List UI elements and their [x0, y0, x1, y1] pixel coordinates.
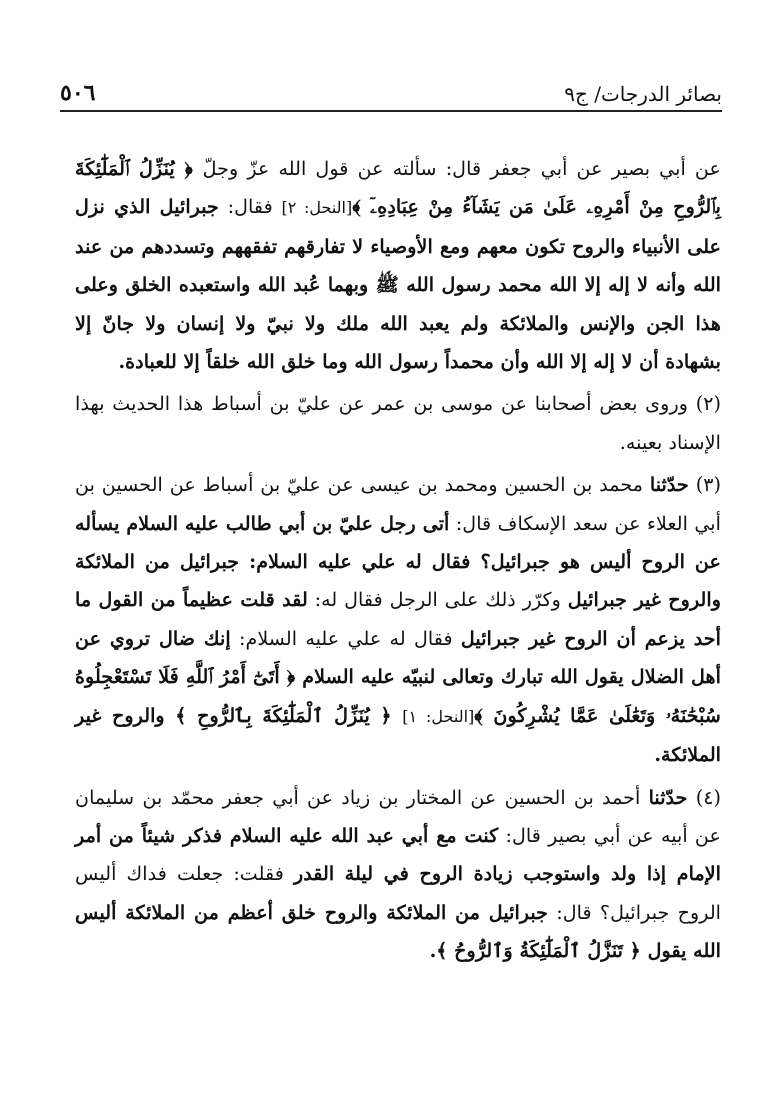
p1-bold-e: جبرائيل الذي نزل على الأنبياء والروح تكون معهم ومع الأوصياء لا تفارقهم تفقههم وتسددهم من عند الله وأنه لا إله إلا الله محمد رسول الله ﷺ وبهما عُبد الله واستعبده الخلق وعلى هذا الجن والإنس والملائكة ولم يعبد الله ملك ولا نبيّ ولا إنسان ولا جانّ إلا بشهادة أن لا إله إلا الله وأن محمداً رسول الله وما خلق الله خلقاً إلا للعبادة. — [75, 195, 721, 374]
p1-text-d: فقال: — [218, 195, 282, 219]
p4-quran-f: ﴿ تَنَزَّلُ ٱلْمَلَٰٓئِكَةُ وَٱلرُّوحُ ﴾. — [429, 939, 648, 963]
p1-text-a2: قال: سألته عن قول الله عزّ وجلّ — [202, 157, 491, 180]
p3-text-d: وكرّر ذلك على الرجل فقال له: — [307, 588, 568, 612]
p1-quran-ref: [النحل: ٢] — [281, 198, 353, 218]
p3-bold-a: حدّثنا — [649, 473, 689, 497]
p4-text-d: فقلت: جعلت فداك أليس الروح جبرائيل؟ قال: — [75, 862, 721, 924]
p1-quran: ﴿ يُنَزِّلُ ٱلْمَلَٰٓئِكَةَ بِٱلرُّوحِ مِنْ أَمْرِهِۦ عَلَىٰ مَن يَشَآءُ مِنْ عِبَادِهِۦٓ ﴾ — [75, 157, 721, 219]
p4-bold-a: حدّثنا — [648, 785, 688, 809]
p3-text-b: محمد بن الحسين ومحمد بن عيسى عن عليّ بن أسباط عن الحسين بن أبي العلاء عن سعد الإسكاف قال: — [75, 473, 721, 535]
p4-bold-c: كنت مع أبي عبد الله عليه السلام فذكر شيئاً من أمر الإمام إذا ولد واستوجب زيادة الروح في ليلة القدر — [75, 823, 721, 886]
p3-text-a: (٣) — [688, 473, 721, 497]
p4-text-b: أحمد بن الحسين عن المختار بن زياد عن أبي جعفر محمّد بن سليمان عن أبيه عن أبي بصير قال: — [75, 785, 721, 847]
p2-text: (٢) وروى بعض أصحابنا عن موسى بن عمر عن عليّ بن أسباط هذا الحديث بهذا الإسناد بعينه. — [75, 392, 721, 454]
p4-text-a: (٤) — [687, 785, 721, 809]
hadith-paragraph-3 — [75, 466, 721, 774]
p3-text-f: فقال له علي عليه السلام: — [230, 626, 461, 650]
hadith-paragraph-2 — [75, 385, 721, 462]
page-number: ٥٠٦ — [60, 80, 96, 106]
book-title: بصائر الدرجات/ ج٩ — [564, 82, 722, 106]
page-body — [75, 150, 721, 975]
hadith-paragraph-1 — [75, 150, 721, 381]
hadith-paragraph-4 — [75, 779, 721, 971]
p3-bold-e: لقد قلت عظيماً من القول ما أحد يزعم أن الروح غير جبرائيل — [75, 588, 722, 650]
p3-bold-c: أتى رجل عليّ بن أبي طالب عليه السلام يسأله عن الروح أليس هو جبرائيل؟ فقال له علي عليه السلام: جبرائيل من الملائكة والروح غير جبرائيل — [75, 511, 721, 612]
p3-bold-g: إنك ضال تروي عن أهل الضلال يقول الله تبارك وتعالى لنبيّه عليه السلام — [75, 626, 721, 689]
p3-quran-j: ﴿ يُنَزِّلُ ٱلْمَلَٰٓئِكَةَ بِٱلرُّوحِ ﴾ — [175, 703, 403, 727]
page-header — [60, 74, 722, 112]
p3-quran-h: ﴿ أَتَىٰٓ أَمْرُ ٱللَّهِ فَلَا تَسْتَعْجِلُوهُ سُبْحَٰنَهُۥ وَتَعَٰلَىٰ عَمَّا يُشْرِكُونَ ﴾ — [75, 665, 722, 727]
p3-bold-k: والروح غير الملائكة. — [75, 703, 721, 767]
p1-text-a: عن أبي بصير عن أبي جعفر — [490, 157, 721, 180]
p4-bold-e: جبرائيل من الملائكة والروح خلق أعظم من الملائكة أليس الله يقول — [75, 900, 721, 963]
p3-quran-ref: [النحل: ١] — [402, 706, 475, 726]
